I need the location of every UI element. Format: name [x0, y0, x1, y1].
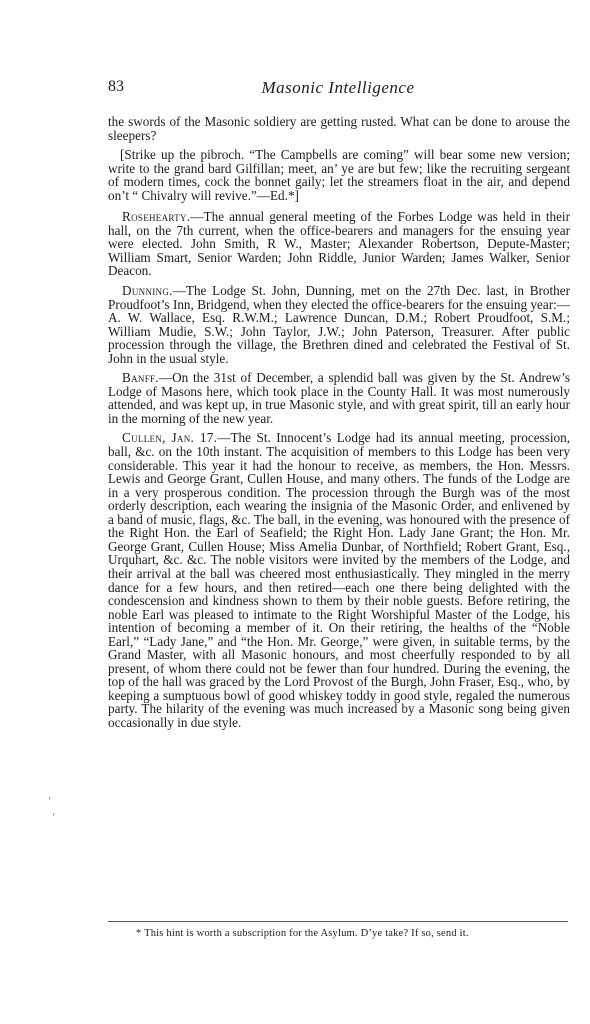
paragraph-lead: Dunning.	[122, 283, 173, 299]
paragraph-text: [Strike up the pibroch. “The Campbells are coming” will bear some new version; write to the grand bard Gilfillan; meet, an’ ye are but few; like the recruiting sergeant of modern times, cock the bonnet gaily; let the streamers float in the air, and depend on’t “ Chivalry will revive.”—Ed.*]	[108, 147, 570, 203]
margin-mark: ‘	[48, 796, 52, 807]
paragraph-text: —On the 31st of December, a splendid ball was given by the St. Andrew’s Lodge of Masons here, which took place in the County Hall. It was most numerously attended, and was kept up, in true Masonic style, and with great spirit, till an early hour in the morning of the new year.	[108, 370, 570, 426]
paragraph-lead: Cullen, Jan. 17.	[122, 430, 218, 446]
paragraph-lead: Banff.	[122, 370, 159, 386]
page-number: 83	[108, 78, 124, 95]
paragraph-cullen	[108, 431, 570, 729]
paragraph-lead: Rosehearty.	[122, 209, 191, 225]
footnote-rule	[108, 921, 568, 922]
paragraph-text: the swords of the Masonic soldiery are getting rusted. What can be done to arouse the sleepers?	[108, 114, 570, 143]
paragraph-dunning	[108, 284, 570, 365]
page-header	[108, 78, 568, 102]
article-body	[108, 115, 570, 736]
paragraph-banff	[108, 371, 570, 425]
paragraph-text: —The Lodge St. John, Dunning, met on the 27th Dec. last, in Brother Proudfoot’s Inn, Bridgend, when they elected the office-bearers for the ensuing year:—A. W. Wallace, Esq. R.W.M.; Lawrence Duncan, D.M.; Robert Proudfoot, S.M.; William Mudie, S.W.; John Taylor, J.W.; John Paterson, Treasurer. After public procession through the village, the Brethren dined and celebrated the Festival of St. John in the usual style.	[108, 283, 570, 366]
paragraph-rosehearty	[108, 210, 570, 278]
running-title: Masonic Intelligence	[261, 78, 415, 97]
margin-mark: ‘	[52, 812, 56, 823]
paragraph-continuation	[108, 115, 570, 142]
paragraph-text: —The annual general meeting of the Forbes Lodge was held in their hall, on the 7th current, when the office-bearers and managers for the ensuing year were elected. John Smith, R W., Master; Alexander Robertson, Depute-Master; William Smart, Senior Warden; John Riddle, Junior Warden; James Walker, Senior Deacon.	[108, 209, 570, 279]
footnote: * This hint is worth a subscription for the Asylum. D’ye take? If so, send it.	[136, 928, 469, 939]
paragraph-editor-note	[108, 148, 570, 202]
paragraph-text: —The St. Innocent’s Lodge had its annual meeting, procession, ball, &c. on the 10th instant. The acquisition of members to this Lodge has been very considerable. This year it had the honour to receive, as members, the Hon. Messrs. Lewis and George Grant, Cullen House, and many others. The funds of the Lodge are in a very prosperous condition. The procession through the Burgh was of the most orderly description, each wearing the insignia of the Masonic Order, and enlivened by a band of music, flags, &c. The ball, in the evening, was honoured with the presence of the Right Hon. the Earl of Seafield; the Right Hon. Lady Jane Grant; the Hon. Mr. George Grant, Cullen House; Miss Amelia Dunbar, of Northfield; Robert Grant, Esq., Urquhart, &c. &c. The noble visitors were invited by the members of the Lodge, and their arrival at the ball was cheered most enthusiastically. They mingled in the merry dance for a few hours, and then retired—each one there being delighted with the condescension and kindness shown to them by their noble guests. Before retiring, the noble Earl was pleased to intimate to the Right Worshipful Master of the Lodge, his intention of becoming a member of it. On their retiring, the healths of the “Noble Earl,” “Lady Jane,” and “the Hon. Mr. George,” were given, in suitable terms, by the Grand Master, with all Masonic honours, and most cheerfully responded to by all present, of whom there could not be fewer than four hundred. During the evening, the top of the hall was graced by the Lord Provost of the Burgh, John Fraser, Esq., who, by keeping a sumptuous bowl of good whiskey toddy in good style, regaled the numerous party. The hilarity of the evening was much increased by a Masonic song being given occasionally in due style.	[108, 430, 571, 730]
